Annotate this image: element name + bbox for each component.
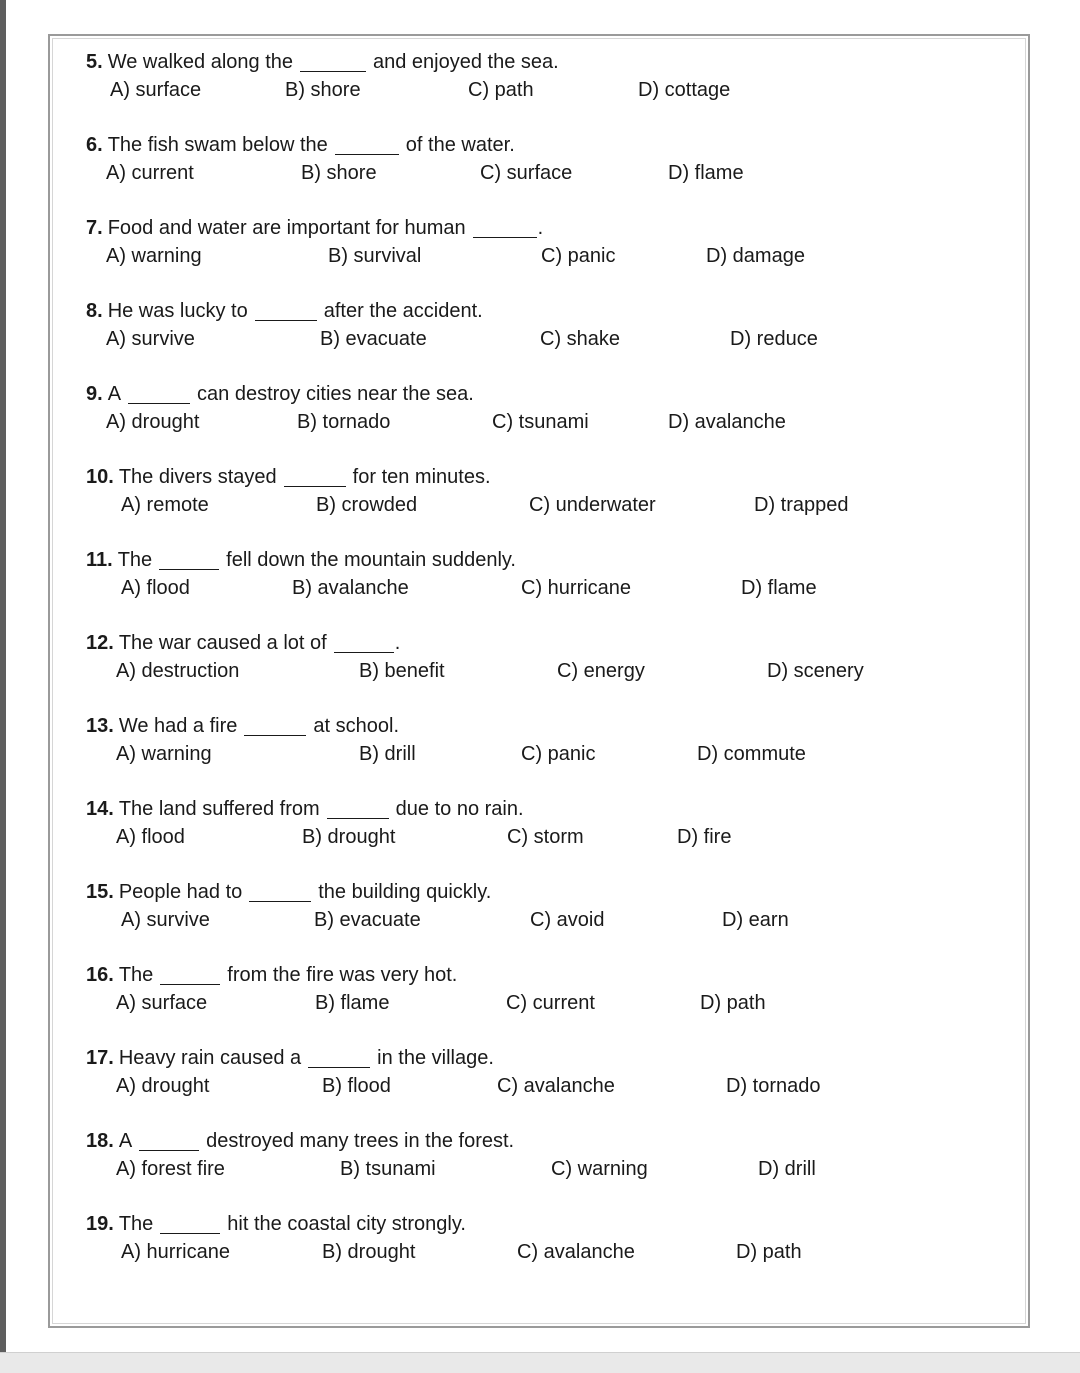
option-c: C) path <box>468 79 534 101</box>
question-number: 18. <box>86 1130 114 1152</box>
option-b: B) benefit <box>359 660 445 682</box>
question-9 <box>0 382 1080 442</box>
stem-after: . <box>537 217 544 239</box>
stem-before: A <box>107 383 122 405</box>
question-7 <box>0 216 1080 276</box>
option-d: D) flame <box>741 577 817 599</box>
answer-blank <box>334 632 394 653</box>
option-c: C) hurricane <box>521 577 632 599</box>
bottom-edge <box>0 1352 1080 1373</box>
stem-before: The divers stayed <box>118 466 277 488</box>
option-b: B) flame <box>315 992 390 1014</box>
stem-after: of the water. <box>405 134 515 156</box>
stem-after: hit the coastal city strongly. <box>227 1213 466 1235</box>
option-d: D) tornado <box>726 1075 821 1097</box>
question-stem <box>86 1129 514 1153</box>
option-c: C) panic <box>521 743 596 765</box>
stem-before: The <box>118 1213 154 1235</box>
stem-before: The war caused a lot of <box>118 632 327 654</box>
answer-blank <box>249 881 311 902</box>
option-d: D) path <box>736 1241 802 1263</box>
option-d: D) drill <box>758 1158 816 1180</box>
question-stem <box>86 548 516 572</box>
answer-blank <box>255 300 317 321</box>
question-number: 19. <box>86 1213 114 1235</box>
stem-before: The <box>117 549 153 571</box>
question-number: 8. <box>86 300 103 322</box>
question-stem <box>86 631 400 655</box>
question-number: 6. <box>86 134 103 156</box>
option-c: C) energy <box>557 660 645 682</box>
answer-blank <box>159 549 219 570</box>
question-stem <box>86 714 399 738</box>
option-a: A) survive <box>121 909 210 931</box>
stem-before: The land suffered from <box>118 798 320 820</box>
option-d: D) avalanche <box>668 411 786 433</box>
option-c: C) avalanche <box>497 1075 615 1097</box>
question-number: 16. <box>86 964 114 986</box>
answer-blank <box>244 715 306 736</box>
answer-blank <box>139 1130 199 1151</box>
stem-before: We had a fire <box>118 715 238 737</box>
option-d: D) scenery <box>767 660 864 682</box>
stem-after: . <box>394 632 401 654</box>
stem-before: People had to <box>118 881 243 903</box>
answer-blank <box>327 798 389 819</box>
option-a: A) hurricane <box>121 1241 230 1263</box>
option-a: A) current <box>106 162 194 184</box>
option-a: A) warning <box>106 245 202 267</box>
question-number: 7. <box>86 217 103 239</box>
question-stem <box>86 382 474 406</box>
answer-blank <box>284 466 346 487</box>
option-d: D) earn <box>722 909 789 931</box>
option-a: A) flood <box>121 577 190 599</box>
question-stem <box>86 299 483 323</box>
answer-blank <box>128 383 190 404</box>
option-b: B) tsunami <box>340 1158 436 1180</box>
question-19 <box>0 1212 1080 1272</box>
question-stem <box>86 1212 466 1236</box>
stem-after: fell down the mountain suddenly. <box>226 549 516 571</box>
stem-after: at school. <box>313 715 400 737</box>
question-15 <box>0 880 1080 940</box>
option-c: C) warning <box>551 1158 648 1180</box>
question-stem <box>86 216 543 240</box>
question-6 <box>0 133 1080 193</box>
answer-blank <box>160 964 220 985</box>
option-a: A) drought <box>106 411 200 433</box>
option-d: D) trapped <box>754 494 849 516</box>
answer-blank <box>473 217 537 238</box>
option-c: C) avalanche <box>517 1241 635 1263</box>
question-18 <box>0 1129 1080 1189</box>
question-stem <box>86 1046 494 1070</box>
option-c: C) tsunami <box>492 411 589 433</box>
option-b: B) survival <box>328 245 422 267</box>
option-b: B) shore <box>301 162 377 184</box>
option-d: D) flame <box>668 162 744 184</box>
option-d: D) commute <box>697 743 806 765</box>
option-d: D) fire <box>677 826 732 848</box>
answer-blank <box>160 1213 220 1234</box>
question-number: 5. <box>86 51 103 73</box>
option-d: D) damage <box>706 245 805 267</box>
option-c: C) avoid <box>530 909 605 931</box>
question-13 <box>0 714 1080 774</box>
question-number: 17. <box>86 1047 114 1069</box>
question-stem <box>86 50 559 74</box>
question-5 <box>0 50 1080 110</box>
option-c: C) underwater <box>529 494 656 516</box>
question-number: 10. <box>86 466 114 488</box>
stem-before: Food and water are important for human <box>107 217 466 239</box>
option-a: A) destruction <box>116 660 240 682</box>
stem-after: and enjoyed the sea. <box>373 51 559 73</box>
option-b: B) drought <box>302 826 396 848</box>
option-b: B) flood <box>322 1075 391 1097</box>
question-stem <box>86 465 491 489</box>
option-a: A) drought <box>116 1075 210 1097</box>
question-stem <box>86 880 491 904</box>
answer-blank <box>300 51 366 72</box>
stem-after: destroyed many trees in the forest. <box>206 1130 515 1152</box>
option-c: C) shake <box>540 328 621 350</box>
stem-after: after the accident. <box>323 300 483 322</box>
option-a: A) flood <box>116 826 185 848</box>
option-d: D) reduce <box>730 328 818 350</box>
question-stem <box>86 963 457 987</box>
stem-after: due to no rain. <box>395 798 524 820</box>
option-a: A) remote <box>121 494 209 516</box>
option-d: D) cottage <box>638 79 731 101</box>
option-b: B) avalanche <box>292 577 409 599</box>
option-a: A) warning <box>116 743 212 765</box>
option-c: C) storm <box>507 826 584 848</box>
question-10 <box>0 465 1080 525</box>
stem-before: We walked along the <box>107 51 293 73</box>
stem-before: He was lucky to <box>107 300 248 322</box>
stem-after: in the village. <box>377 1047 494 1069</box>
answer-blank <box>308 1047 370 1068</box>
question-12 <box>0 631 1080 691</box>
question-8 <box>0 299 1080 359</box>
option-a: A) surface <box>110 79 202 101</box>
option-d: D) path <box>700 992 766 1014</box>
option-b: B) crowded <box>316 494 418 516</box>
question-number: 13. <box>86 715 114 737</box>
stem-after: for ten minutes. <box>352 466 491 488</box>
option-b: B) tornado <box>297 411 391 433</box>
option-b: B) shore <box>285 79 361 101</box>
stem-after: can destroy cities near the sea. <box>197 383 474 405</box>
option-c: C) current <box>506 992 595 1014</box>
stem-after: from the fire was very hot. <box>227 964 458 986</box>
option-a: A) forest fire <box>116 1158 225 1180</box>
option-b: B) evacuate <box>320 328 427 350</box>
option-b: B) evacuate <box>314 909 421 931</box>
question-stem <box>86 133 515 157</box>
question-17 <box>0 1046 1080 1106</box>
option-a: A) surface <box>116 992 208 1014</box>
question-number: 15. <box>86 881 114 903</box>
option-b: B) drought <box>322 1241 416 1263</box>
stem-after: the building quickly. <box>318 881 492 903</box>
question-number: 12. <box>86 632 114 654</box>
stem-before: Heavy rain caused a <box>118 1047 302 1069</box>
question-stem <box>86 797 524 821</box>
question-number: 11. <box>86 549 113 571</box>
option-c: C) surface <box>480 162 573 184</box>
question-number: 14. <box>86 798 114 820</box>
question-11 <box>0 548 1080 608</box>
answer-blank <box>335 134 399 155</box>
question-number: 9. <box>86 383 103 405</box>
stem-before: The fish swam below the <box>107 134 328 156</box>
option-b: B) drill <box>359 743 416 765</box>
question-14 <box>0 797 1080 857</box>
stem-before: A <box>118 1130 133 1152</box>
question-16 <box>0 963 1080 1023</box>
option-c: C) panic <box>541 245 616 267</box>
option-a: A) survive <box>106 328 195 350</box>
stem-before: The <box>118 964 154 986</box>
